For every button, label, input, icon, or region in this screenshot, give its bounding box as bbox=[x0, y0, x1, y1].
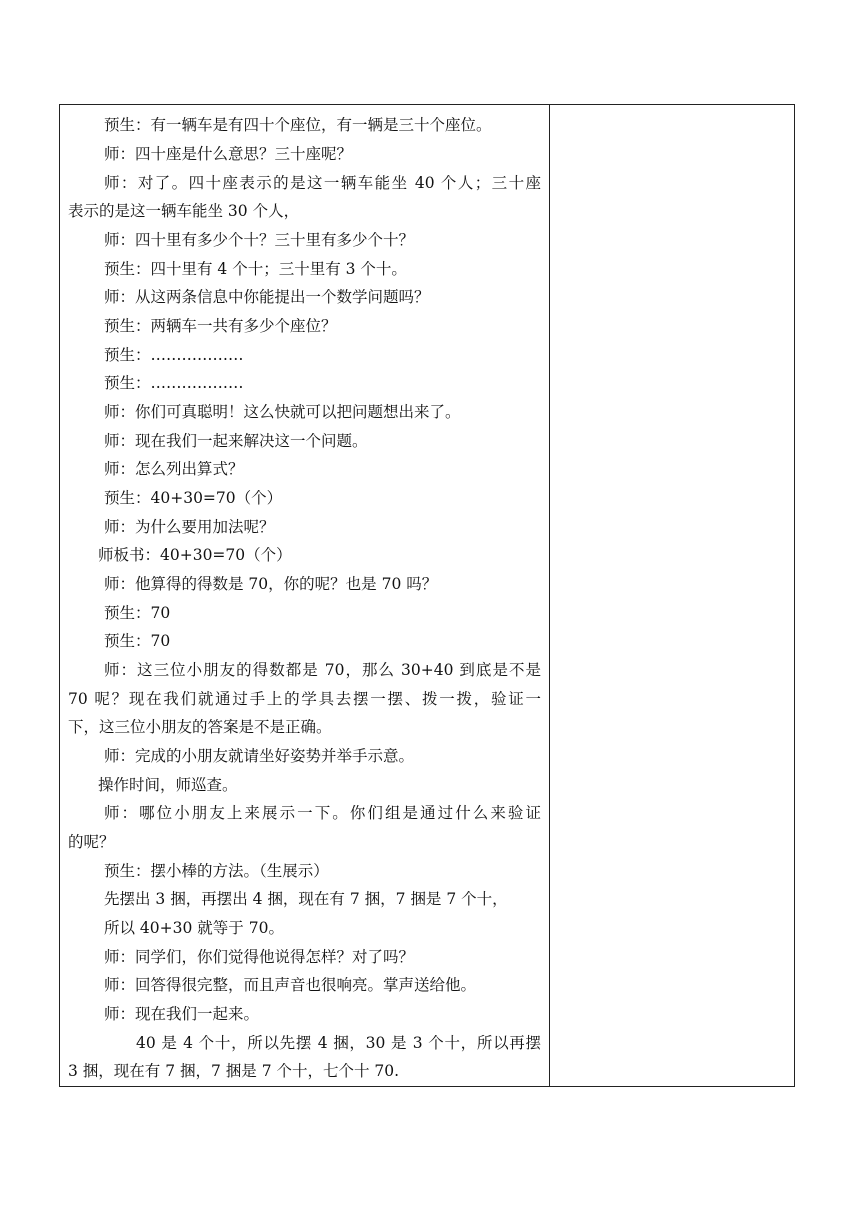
text-line: 预生：70 bbox=[104, 632, 171, 650]
text-line: 操作时间，师巡查。 bbox=[98, 776, 238, 794]
text-line: 70 呢？现在我们就通过手上的学具去摆一摆、拨一拨，验证一 bbox=[68, 690, 541, 708]
text-line: 所以 40+30 就等于 70。 bbox=[104, 919, 284, 937]
text-line: 师：四十里有多少个十？三十里有多少个十？ bbox=[104, 231, 415, 249]
text-line: 师：回答得很完整，而且声音也很响亮。掌声送给他。 bbox=[104, 976, 477, 994]
text-line: 表示的是这一辆车能坐 30 个人， bbox=[68, 202, 300, 220]
text-line: 3 捆，现在有 7 捆，7 捆是 7 个十，七个十 70. bbox=[68, 1062, 400, 1080]
text-line: 师：你们可真聪明！这么快就可以把问题想出来了。 bbox=[104, 403, 461, 421]
text-line: 师：为什么要用加法呢？ bbox=[104, 518, 275, 536]
text-line: 师：完成的小朋友就请坐好姿势并举手示意。 bbox=[104, 747, 415, 765]
text-line: 预生：两辆车一共有多少个座位？ bbox=[104, 317, 337, 335]
text-line: 40 是 4 个十，所以先摆 4 捆，30 是 3 个十，所以再摆 bbox=[136, 1034, 541, 1052]
text-line: 师：他算得的得数是 70，你的呢？也是 70 吗？ bbox=[104, 575, 438, 593]
text-line: 先摆出 3 捆，再摆出 4 捆，现在有 7 捆，7 捆是 7 个十， bbox=[104, 890, 508, 908]
text-line: 的呢？ bbox=[68, 833, 115, 851]
text-line: 预生：摆小棒的方法。（生展示） bbox=[104, 862, 329, 880]
text-line: 预生：四十里有 4 个十；三十里有 3 个十。 bbox=[104, 260, 407, 278]
text-line: 预生：……………… bbox=[104, 346, 244, 364]
text-line: 师：对了。四十座表示的是这一辆车能坐 40 个人；三十座 bbox=[104, 174, 541, 192]
text-line: 预生：有一辆车是有四十个座位，有一辆是三十个座位。 bbox=[104, 116, 492, 134]
text-line: 下，这三位小朋友的答案是不是正确。 bbox=[68, 718, 332, 736]
text-line: 预生：40+30=70（个） bbox=[104, 489, 283, 507]
text-line: 师：四十座是什么意思？三十座呢？ bbox=[104, 145, 353, 163]
text-line: 师：怎么列出算式？ bbox=[104, 460, 244, 478]
text-line: 师：从这两条信息中你能提出一个数学问题吗？ bbox=[104, 288, 430, 306]
lesson-content-cell bbox=[60, 105, 549, 1086]
text-line: 师：哪位小朋友上来展示一下。你们组是通过什么来验证 bbox=[104, 804, 541, 822]
text-line: 师：现在我们一起来。 bbox=[104, 1005, 260, 1023]
text-line: 师板书：40+30=70（个） bbox=[98, 546, 292, 564]
lesson-table bbox=[59, 104, 795, 1087]
notes-cell bbox=[550, 105, 795, 1086]
text-line: 师：这三位小朋友的得数都是 70，那么 30+40 到底是不是 bbox=[104, 661, 541, 679]
text-line: 师：现在我们一起来解决这一个问题。 bbox=[104, 432, 368, 450]
text-line: 师：同学们，你们觉得他说得怎样？对了吗？ bbox=[104, 948, 415, 966]
text-line: 预生：70 bbox=[104, 604, 171, 622]
text-line: 预生：……………… bbox=[104, 374, 244, 392]
